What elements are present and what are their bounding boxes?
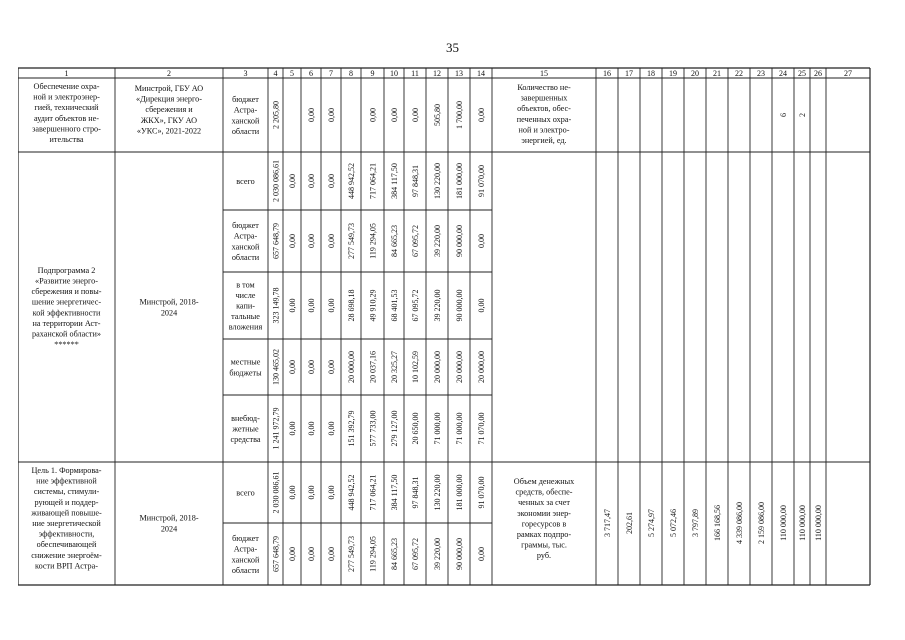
item-name: ной и электроэнер- — [33, 92, 100, 102]
value-cell: 97 848,31 — [411, 476, 420, 509]
target-cell: 166 168,56 — [713, 505, 722, 541]
column-number: 7 — [329, 69, 333, 78]
target-cell: 3 717,47 — [603, 509, 612, 537]
value-cell: 657 648,79 — [271, 536, 281, 572]
column-number: 26 — [814, 69, 822, 78]
funding-source: капи- — [236, 301, 255, 311]
value-cell: 67 095,72 — [411, 225, 420, 257]
value-cell: 0,00 — [477, 547, 486, 561]
item-name: на территории Аст- — [32, 318, 101, 328]
value-cell: 67 095,72 — [411, 538, 420, 570]
column-number: 13 — [455, 69, 463, 78]
value-cell: 97 848,31 — [411, 165, 420, 197]
value-cell: 10 102,59 — [411, 351, 420, 383]
funding-source: Астра- — [233, 105, 258, 115]
column-number: 21 — [713, 69, 721, 78]
column-number: 9 — [370, 69, 375, 78]
indicator-text: энергией, ед. — [521, 136, 567, 145]
column-number: 10 — [390, 69, 398, 78]
value-cell: 130 220,00 — [433, 474, 442, 511]
funding-source: бюджет — [232, 534, 259, 544]
value-cell: 0,00 — [307, 485, 316, 500]
item-name: Подпрограмма 2 — [37, 265, 96, 275]
column-number: 25 — [798, 69, 806, 78]
target-cell: 2 159 086,00 — [757, 502, 766, 544]
item-name: кой эффективности — [32, 308, 101, 318]
item-name: аудит объектов не- — [34, 113, 99, 123]
value-cell: 0,00 — [307, 298, 316, 313]
value-cell: 0,00 — [288, 174, 297, 188]
value-cell: 2 205,80 — [271, 101, 281, 129]
value-cell: 71 070,00 — [477, 412, 486, 445]
value-cell: 717 064,21 — [368, 474, 378, 511]
item-name: завершенного стро- — [32, 124, 101, 134]
column-number: 5 — [290, 69, 294, 78]
item-name: «Развитие энерго- — [34, 276, 99, 286]
value-cell: 181 000,00 — [455, 163, 464, 199]
value-cell: 84 665,23 — [390, 538, 399, 570]
value-cell: 0,00 — [327, 547, 336, 561]
value-cell: 448 942,52 — [347, 474, 356, 511]
column-number: 24 — [779, 69, 787, 78]
value-cell: 0,00 — [288, 234, 297, 248]
funding-source: всего — [236, 177, 255, 186]
item-name: эффективности, — [38, 529, 95, 539]
indicator-text: Объем денежных — [513, 477, 575, 486]
funding-source: ханской — [231, 242, 260, 252]
column-number: 3 — [243, 69, 248, 78]
value-cell: 0,00 — [477, 234, 486, 248]
item-name: обеспечивающей — [36, 540, 97, 550]
target-cell: 5 274,97 — [647, 509, 656, 537]
value-cell: 130 220,00 — [433, 163, 442, 199]
column-number: 6 — [309, 69, 313, 78]
column-number: 4 — [273, 69, 278, 78]
value-cell: 91 070,00 — [477, 476, 486, 509]
funding-source: бюджеты — [229, 368, 262, 378]
target-cell: 2 — [798, 113, 807, 117]
column-number: 17 — [625, 69, 633, 78]
executor: Минстрой, 2018- — [139, 513, 199, 523]
value-cell: 28 698,18 — [347, 289, 356, 322]
executor: «УКС», 2021-2022 — [136, 126, 202, 136]
value-cell: 0,00 — [327, 298, 336, 313]
value-cell: 71 000,00 — [455, 412, 464, 445]
column-number: 16 — [603, 69, 611, 78]
value-cell: 323 149,78 — [271, 287, 281, 324]
value-cell: 67 095,72 — [411, 289, 420, 322]
value-cell: 20 000,00 — [433, 351, 442, 383]
value-cell: 577 733,00 — [368, 410, 378, 447]
value-cell: 0,00 — [307, 108, 316, 122]
value-cell: 90 000,00 — [455, 289, 464, 322]
value-cell: 20 037,16 — [368, 351, 378, 383]
value-cell: 717 064,21 — [368, 163, 378, 199]
value-cell: 20 000,00 — [477, 351, 486, 383]
value-cell: 84 665,23 — [390, 225, 399, 257]
value-cell: 2 030 086,61 — [271, 471, 281, 514]
value-cell: 0,00 — [288, 421, 297, 436]
value-cell: 279 127,00 — [390, 410, 399, 447]
value-cell: 0,00 — [477, 298, 486, 313]
funding-source: всего — [236, 488, 255, 498]
value-cell: 90 000,00 — [455, 225, 464, 257]
indicator-text: средств, обеспе- — [515, 487, 573, 497]
item-name: ние энергетической — [32, 519, 101, 528]
column-number: 8 — [349, 69, 353, 78]
target-cell: 6 — [779, 113, 788, 117]
executor: сбережения и — [145, 105, 193, 115]
value-cell: 1 700,00 — [455, 101, 464, 129]
value-cell: 0,00 — [307, 421, 316, 436]
column-number: 20 — [691, 69, 699, 78]
funding-source: области — [231, 252, 260, 262]
executor: «Дирекция энерго- — [136, 94, 202, 104]
value-cell: 0,00 — [390, 108, 399, 122]
item-name: снижение энергоём- — [31, 550, 102, 560]
value-cell: 384 117,50 — [390, 474, 399, 511]
value-cell: 49 910,29 — [368, 289, 378, 322]
target-cell: 202,61 — [625, 512, 634, 534]
page-number: 35 — [446, 40, 459, 55]
target-cell: 5 072,46 — [669, 509, 678, 537]
value-cell: 0,00 — [288, 360, 297, 374]
executor: ЖКХ», ГКУ АО — [140, 115, 198, 125]
item-name: шение энергетичес- — [31, 297, 102, 307]
value-cell: 1 241 972,79 — [271, 407, 281, 450]
value-cell: 657 648,79 — [271, 223, 281, 259]
funding-source: бюджет — [232, 221, 259, 231]
value-cell: 20 000,00 — [455, 351, 464, 383]
funding-source: вложения — [228, 322, 263, 332]
value-cell: 0,00 — [327, 108, 336, 122]
column-number: 18 — [647, 69, 655, 78]
value-cell: 0,00 — [368, 108, 378, 122]
value-cell: 0,00 — [288, 547, 297, 561]
value-cell: 39 220,00 — [433, 289, 442, 322]
executor: Минстрой, 2018- — [139, 297, 199, 307]
column-number: 15 — [540, 69, 548, 78]
value-cell: 39 220,00 — [433, 538, 442, 570]
item-name: системы, стимули- — [33, 487, 100, 497]
value-cell: 0,00 — [288, 298, 297, 313]
column-number: 11 — [411, 69, 419, 78]
column-number: 12 — [433, 69, 441, 78]
item-name: раханской области» — [32, 329, 101, 339]
indicator-text: ченных за счет — [518, 498, 570, 508]
executor: Минстрой, ГБУ АО — [134, 84, 204, 93]
item-name: гией, технический — [34, 103, 99, 113]
value-cell: 0,00 — [288, 485, 297, 500]
value-cell: 39 220,00 — [433, 225, 442, 257]
value-cell: 0,00 — [411, 108, 420, 122]
value-cell: 0,00 — [307, 174, 316, 188]
item-name: ****** — [54, 340, 79, 350]
indicator-text: Количество не- — [517, 83, 571, 92]
value-cell: 0,00 — [327, 360, 336, 374]
funding-source: внебюд- — [231, 413, 260, 423]
item-name: живающей повыше- — [31, 508, 102, 518]
column-number: 23 — [757, 69, 765, 78]
target-cell: 110 000,00 — [798, 505, 807, 541]
value-cell: 20 325,27 — [390, 351, 399, 383]
funding-source: ханской — [231, 116, 260, 126]
value-cell: 0,00 — [327, 174, 336, 188]
value-cell: 0,00 — [307, 360, 316, 374]
value-cell: 0,00 — [307, 234, 316, 248]
indicator-text: экономии энер- — [517, 508, 571, 518]
value-cell: 130 465,02 — [271, 349, 281, 385]
value-cell: 0,00 — [327, 234, 336, 248]
value-cell: 0,00 — [327, 421, 336, 436]
indicator-text: печенных охра- — [516, 114, 572, 124]
target-cell: 3 797,89 — [691, 509, 700, 537]
value-cell: 0,00 — [307, 547, 316, 561]
funding-source: области — [231, 126, 260, 136]
value-cell: 68 401,53 — [390, 289, 399, 322]
value-cell: 448 942,52 — [347, 163, 356, 199]
target-cell: 110 000,00 — [814, 505, 823, 541]
value-cell: 2 030 086,61 — [271, 160, 281, 202]
funding-source: числе — [235, 290, 256, 300]
indicator-text: рамках подпро- — [516, 530, 572, 539]
funding-source: Астра- — [233, 231, 258, 241]
value-cell: 505,80 — [433, 104, 442, 126]
value-cell: 90 000,00 — [455, 538, 464, 570]
item-name: сбережения и повы- — [31, 287, 102, 297]
funding-source: Астра- — [233, 544, 258, 554]
item-name: рующей и поддер- — [34, 497, 99, 507]
item-name: Обеспечение охра- — [33, 82, 100, 91]
target-cell: 4 339 086,00 — [735, 502, 744, 544]
column-number: 14 — [477, 69, 485, 78]
funding-source: местные — [230, 357, 261, 367]
indicator-text: горесурсов в — [521, 519, 567, 529]
funding-source: в том — [236, 280, 255, 290]
value-cell: 91 070,00 — [477, 165, 486, 197]
column-number: 1 — [64, 69, 69, 78]
funding-source: средства — [230, 435, 261, 445]
value-cell: 277 549,73 — [347, 223, 356, 259]
item-name: ние эффективной — [36, 476, 97, 486]
value-cell: 119 294,05 — [368, 223, 378, 259]
item-name: ительства — [49, 135, 84, 144]
column-number: 27 — [844, 69, 852, 78]
indicator-text: граммы, тыс. — [521, 540, 567, 550]
funding-source: области — [231, 565, 260, 575]
executor: 2024 — [160, 308, 178, 318]
item-name: Цель 1. Формирова- — [31, 466, 102, 475]
indicator-text: ной и электро- — [518, 125, 570, 135]
budget-table — [18, 0, 888, 640]
item-name: кости ВРП Астра- — [35, 561, 98, 571]
column-number: 19 — [669, 69, 677, 78]
funding-source: ханской — [231, 555, 260, 565]
value-cell: 119 294,05 — [368, 536, 378, 572]
value-cell: 71 000,00 — [433, 412, 442, 445]
value-cell: 20 000,00 — [347, 351, 356, 383]
indicator-text: завершенных — [520, 93, 568, 103]
value-cell: 20 650,00 — [411, 412, 420, 445]
executor: 2024 — [160, 524, 178, 534]
target-cell: 110 000,00 — [779, 505, 788, 541]
value-cell: 0,00 — [477, 108, 486, 122]
value-cell: 151 392,79 — [347, 410, 356, 447]
indicator-text: руб. — [536, 551, 552, 561]
column-number: 22 — [735, 69, 743, 78]
funding-source: жетные — [232, 424, 259, 434]
indicator-text: объектов, обес- — [517, 104, 571, 114]
funding-source: бюджет — [232, 95, 259, 105]
value-cell: 384 117,50 — [390, 163, 399, 199]
value-cell: 181 000,00 — [455, 474, 464, 511]
value-cell: 277 549,73 — [347, 536, 356, 572]
value-cell: 0,00 — [327, 485, 336, 500]
column-number: 2 — [167, 69, 171, 78]
funding-source: тальные — [231, 312, 260, 322]
